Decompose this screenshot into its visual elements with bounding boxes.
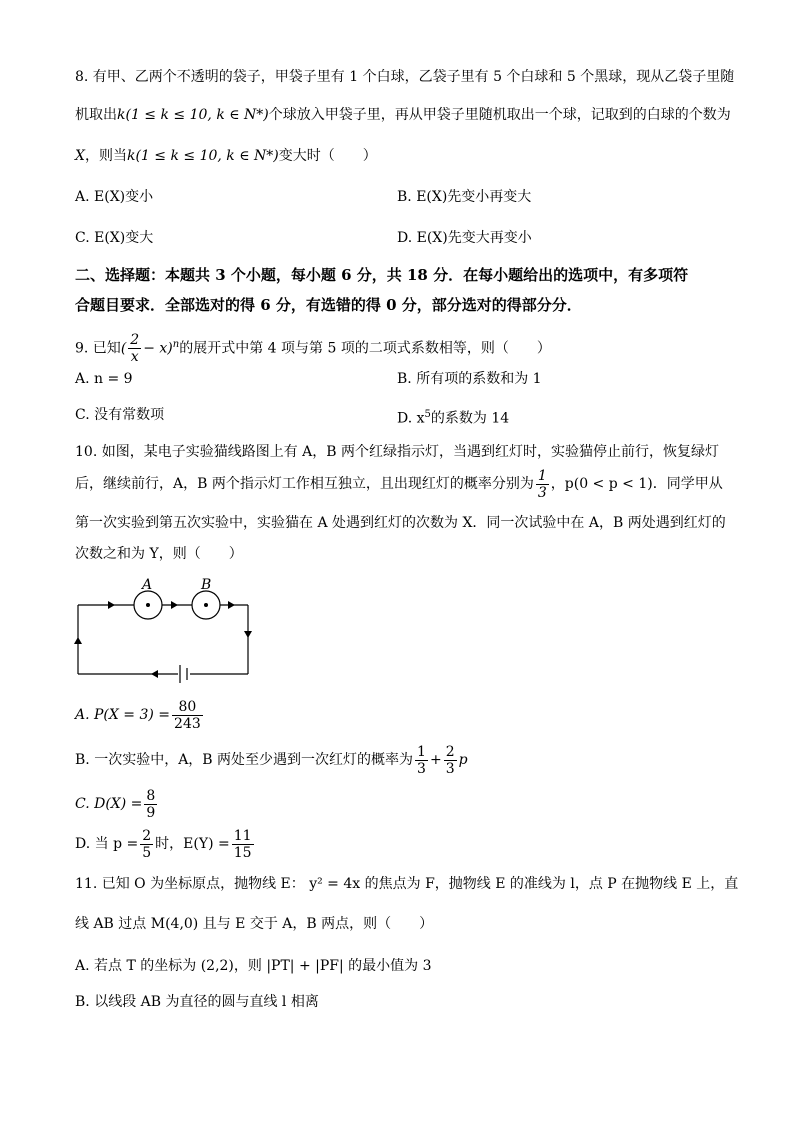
lamp-b-center: [204, 603, 208, 607]
q8-text: 变大时（ ）: [278, 148, 377, 164]
q10-option-a: [75, 697, 205, 733]
q10-option-b-frac-2: [444, 744, 457, 777]
q8-option-c: C. E(X)变大: [75, 230, 154, 246]
q10-text: ，p(0 < p < 1)．同学甲从: [550, 476, 723, 492]
q10-frac-num: 1: [537, 467, 547, 484]
q8-x-var: X: [75, 148, 85, 164]
q9-option-d-text: D. x: [397, 410, 425, 427]
frac-num: 11: [233, 827, 252, 844]
q9-option-d-text: 的系数为 14: [430, 410, 510, 427]
q9-frac-num: 2: [130, 332, 140, 349]
q11-option-b: B. 以线段 AB 为直径的圆与直线 l 相离: [75, 994, 319, 1010]
q11-line-2: 线 AB 过点 M(4,0) 且与 E 交于 A，B 两点，则（ ）: [75, 916, 434, 932]
q9-exponent: n: [172, 339, 180, 350]
q9-expr: − x): [143, 340, 173, 357]
frac-den: 3: [445, 760, 455, 777]
q8-option-d: D. E(X)先变大再变小: [397, 230, 532, 246]
q10-option-a-fraction: [172, 699, 203, 732]
arrow-left-icon: [151, 670, 158, 678]
q8-option-a: A. E(X)变小: [75, 189, 154, 205]
frac-num: 2: [142, 827, 152, 844]
q9-fraction: [128, 332, 141, 365]
q10-option-d-frac-1: [140, 828, 153, 861]
q8-line-1: 8. 有甲、乙两个不透明的袋子，甲袋子里有 1 个白球，乙袋子里有 5 个白球和 5 个黑球，现从乙袋子里随: [75, 69, 735, 85]
q10-option-a-text: A. P(X = 3) =: [75, 707, 171, 723]
q9-option-d-exponent: 5: [424, 409, 431, 420]
arrow-down-icon: [244, 631, 252, 638]
q8-text: 个球放入甲袋子里，再从甲袋子里随机取出一个球，记取到的白球的个数为: [268, 107, 731, 123]
section-2-heading-line-1: 二、选择题：本题共 3 个小题，每小题 6 分，共 18 分．在每小题给出的选项中，有多项符: [75, 266, 689, 284]
q10-line-2: [75, 466, 723, 502]
q10-option-a-num: 80: [172, 699, 203, 716]
q10-option-d-frac-2: [232, 828, 254, 861]
q9-suffix: 的展开式中第 4 项与第 5 项的二项式系数相等，则（ ）: [179, 340, 551, 357]
arrow-right-icon: [108, 601, 115, 609]
q10-fraction: [536, 468, 549, 501]
q11-option-a: A. 若点 T 的坐标为 (2,2)，则 |PT| + |PF| 的最小值为 3: [75, 958, 432, 974]
arrow-right-icon: [171, 601, 178, 609]
q10-option-d: [75, 826, 256, 862]
q10-option-c: [75, 786, 159, 822]
frac-den: 15: [233, 844, 252, 861]
q8-k-range-math: k(1 ≤ k ≤ 10, k ∈ N*): [117, 107, 269, 123]
frac-num: 8: [146, 787, 156, 804]
q10-option-d-text: D. 当 p =: [75, 836, 139, 852]
lamp-a-center: [146, 603, 150, 607]
q10-option-b: [75, 742, 468, 778]
q10-option-a-den: 243: [174, 715, 201, 732]
q9-stem: [75, 329, 551, 366]
plus-sign: +: [429, 752, 442, 768]
q8-option-b: B. E(X)先变小再变大: [397, 189, 532, 205]
q10-line-4: 次数之和为 Y，则（ ）: [75, 546, 243, 562]
arrow-up-icon: [74, 637, 82, 644]
section-2-heading-line-2: 合题目要求．全部选对的得 6 分，有选错的得 0 分，部分选对的得部分分．: [75, 296, 582, 314]
q8-text: ，则当: [84, 148, 127, 164]
q9-frac-den: x: [130, 349, 139, 366]
q10-option-c-text: C. D(X) =: [75, 796, 143, 812]
frac-den: 3: [417, 760, 426, 777]
q8-k-range-math: k(1 ≤ k ≤ 10, k ∈ N*): [126, 148, 279, 164]
q10-option-b-p: p: [458, 752, 468, 768]
lamp-a-label: A: [142, 577, 153, 593]
lamp-b-label: B: [201, 577, 212, 593]
frac-den: 5: [142, 844, 152, 861]
q9-option-b: B. 所有项的系数和为 1: [397, 371, 542, 387]
q10-text: 后，继续前行，A，B 两个指示灯工作相互独立，且出现红灯的概率分别为: [75, 476, 534, 492]
q10-option-b-frac-1: [415, 744, 428, 777]
q10-option-b-text: B. 一次实验中，A，B 两处至少遇到一次红灯的概率为: [75, 752, 414, 768]
q10-line-3: 第一次实验到第五次实验中，实验猫在 A 处遇到红灯的次数为 X．同一次试验中在 A，B 两处遇到红灯的: [75, 515, 726, 531]
q8-text: 机取出: [75, 107, 117, 123]
frac-num: 1: [417, 743, 426, 760]
q9-paren: (: [120, 340, 127, 357]
frac-den: 9: [146, 804, 156, 821]
arrow-right-icon: [228, 601, 235, 609]
q11-line-1: 11. 已知 O 为坐标原点，抛物线 E： y² = 4x 的焦点为 F，抛物线 E 的准线为 l，点 P 在抛物线 E 上，直: [75, 876, 739, 892]
q10-option-d-text: 时，E(Y) =: [155, 836, 230, 852]
q10-line-1: 10. 如图，某电子实验猫线路图上有 A，B 两个红绿指示灯，当遇到红灯时，实验猫停止前行，恢复绿灯: [75, 444, 720, 460]
q9-option-c: C. 没有常数项: [75, 407, 165, 423]
q10-option-c-fraction: [144, 788, 157, 821]
q10-frac-den: 3: [537, 484, 547, 501]
q9-prefix: 9. 已知: [75, 340, 121, 357]
circuit-diagram: [70, 576, 260, 686]
q8-line-2: [75, 106, 731, 124]
frac-num: 2: [445, 743, 455, 760]
q9-option-a: A. n = 9: [75, 371, 133, 387]
q8-line-3: [75, 147, 377, 165]
q9-option-d: [397, 406, 509, 428]
